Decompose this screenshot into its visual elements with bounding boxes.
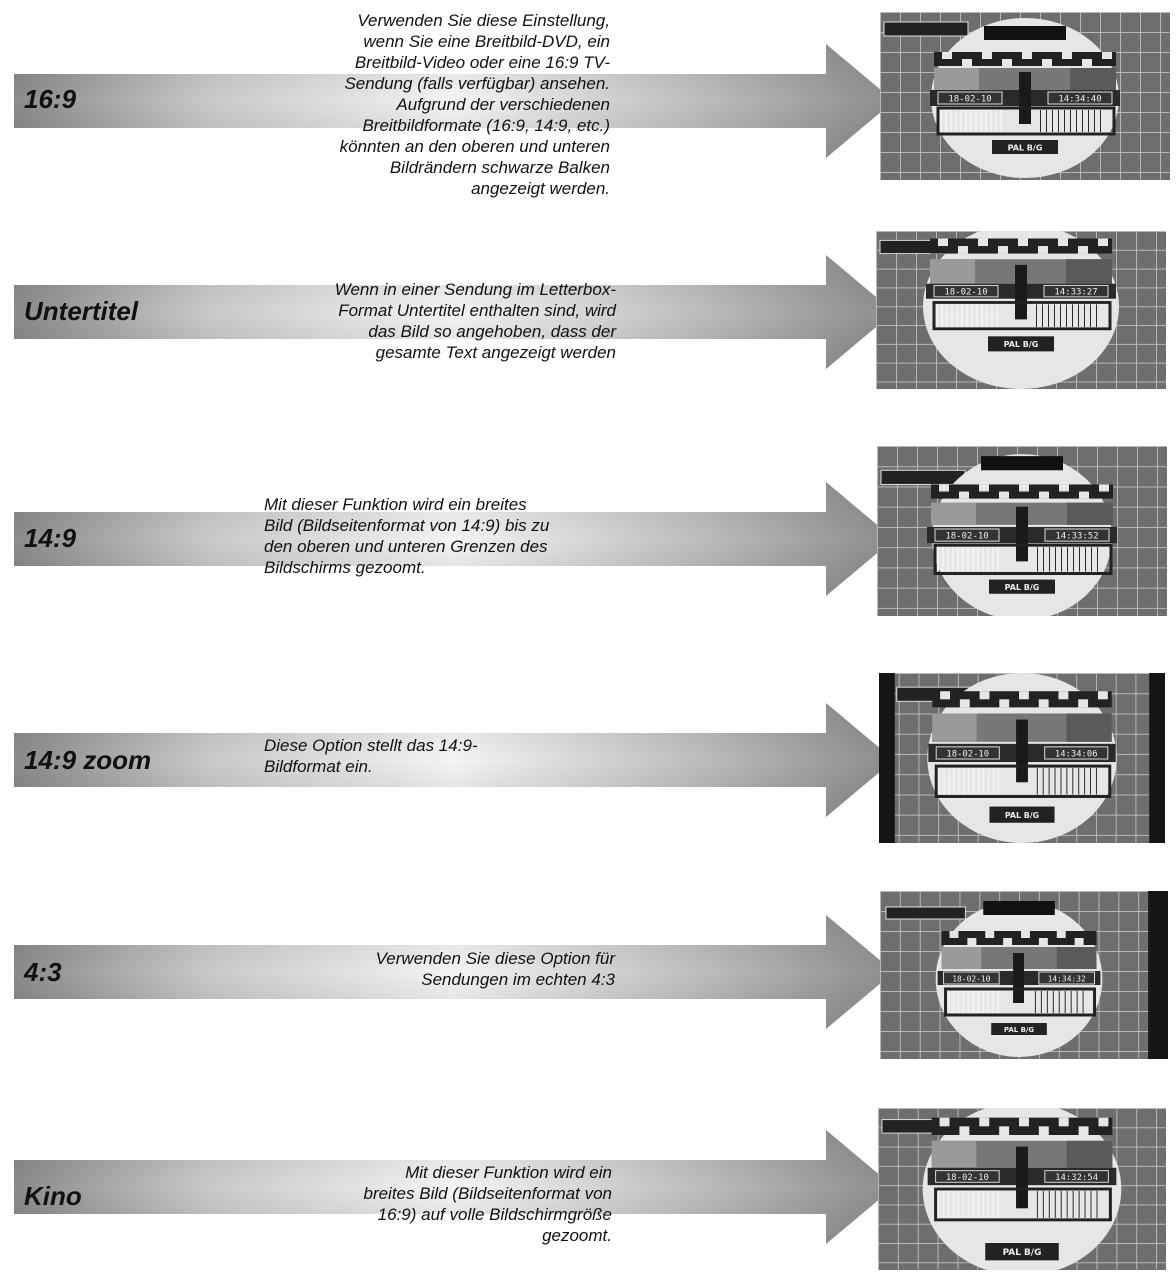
format-row-4-3 — [0, 885, 1176, 1065]
screen-time: 14:33:27 — [1054, 287, 1098, 298]
test-pattern-screen — [877, 446, 1167, 616]
description-line: könnten an den oberen und unteren — [339, 137, 610, 156]
test-pattern-screen — [880, 12, 1170, 180]
test-card-image — [879, 673, 1165, 843]
test-card-image — [878, 1108, 1166, 1270]
screen-date: 18-02-10 — [945, 1172, 989, 1183]
description-line: angezeigt werden. — [471, 179, 610, 198]
format-description — [250, 10, 610, 199]
test-card-image — [880, 12, 1170, 180]
test-card-image — [880, 891, 1168, 1059]
description-line: Bildschirms gezoomt. — [264, 558, 426, 577]
format-row-untertitel — [0, 225, 1176, 395]
description-line: wenn Sie eine Breitbild-DVD, ein — [363, 32, 610, 51]
format-description — [236, 279, 616, 363]
description-line: Mit dieser Funktion wird ein breites — [264, 495, 527, 514]
description-line: Breitbildformate (16:9, 14:9, etc.) — [362, 116, 610, 135]
format-description — [264, 494, 644, 578]
screen-system: PAL B/G — [1004, 583, 1040, 593]
description-line: Diese Option stellt das 14:9- — [264, 736, 478, 755]
description-line: Format Untertitel enthalten sind, wird — [338, 301, 616, 320]
screen-time: 14:34:32 — [1047, 974, 1086, 984]
description-line: Verwenden Sie diese Einstellung, — [357, 11, 610, 30]
screen-date: 18-02-10 — [946, 749, 990, 760]
format-row-14-9-zoom — [0, 665, 1176, 850]
screen-date: 18-02-10 — [948, 94, 992, 105]
format-label: 4:3 — [24, 957, 62, 987]
screen-date: 18-02-10 — [945, 531, 989, 542]
format-label: 14:9 zoom — [24, 745, 152, 775]
test-card-image — [876, 231, 1166, 389]
screen-system: PAL B/G — [1003, 1025, 1035, 1035]
screen-time: 14:32:54 — [1055, 1172, 1099, 1183]
screen-time: 14:34:40 — [1058, 94, 1102, 105]
description-line: den oberen und unteren Grenzen des — [264, 537, 548, 556]
format-label: Untertitel — [24, 296, 139, 326]
description-line: Bild (Bildseitenformat von 14:9) bis zu — [264, 516, 550, 535]
test-pattern-screen — [879, 673, 1165, 843]
screen-date: 18-02-10 — [952, 974, 991, 984]
format-description — [264, 735, 584, 777]
description-line: Aufgrund der verschiedenen — [396, 95, 610, 114]
test-pattern-screen — [880, 891, 1168, 1059]
description-line: Sendung (falls verfügbar) ansehen. — [344, 74, 610, 93]
description-line: Mit dieser Funktion wird ein — [405, 1163, 612, 1182]
description-line: Bildrändern schwarze Balken — [389, 158, 610, 177]
format-label: Kino — [24, 1181, 82, 1211]
description-line: Breitbild-Video oder eine 16:9 TV- — [354, 53, 610, 72]
format-row-kino — [0, 1100, 1176, 1273]
test-card-image — [877, 446, 1167, 616]
format-description — [272, 1162, 612, 1246]
description-line: Sendungen im echten 4:3 — [421, 970, 615, 989]
description-line: Wenn in einer Sendung im Letterbox- — [334, 280, 616, 299]
screen-date: 18-02-10 — [944, 287, 988, 298]
format-row-14-9 — [0, 440, 1176, 620]
description-line: gesamte Text angezeigt werden — [375, 343, 616, 362]
screen-system: PAL B/G — [1004, 811, 1040, 821]
format-description — [275, 948, 615, 990]
description-line: gezoomt. — [542, 1226, 612, 1245]
description-line: das Bild so angehoben, dass der — [368, 322, 616, 341]
test-pattern-screen — [876, 231, 1166, 389]
screen-system: PAL B/G — [1003, 340, 1039, 350]
format-label: 14:9 — [24, 523, 77, 553]
test-pattern-screen — [878, 1108, 1166, 1270]
screen-time: 14:34:06 — [1054, 749, 1098, 760]
description-line: Verwenden Sie diese Option für — [375, 949, 615, 968]
screen-system: PAL B/G — [1007, 143, 1043, 153]
screen-time: 14:33:52 — [1055, 531, 1099, 542]
format-row-16-9 — [0, 0, 1176, 215]
format-label: 16:9 — [24, 84, 77, 114]
screen-system: PAL B/G — [1002, 1248, 1042, 1259]
description-line: breites Bild (Bildseitenformat von — [363, 1184, 612, 1203]
description-line: Bildformat ein. — [264, 757, 373, 776]
description-line: 16:9) auf volle Bildschirmgröße — [377, 1205, 612, 1224]
